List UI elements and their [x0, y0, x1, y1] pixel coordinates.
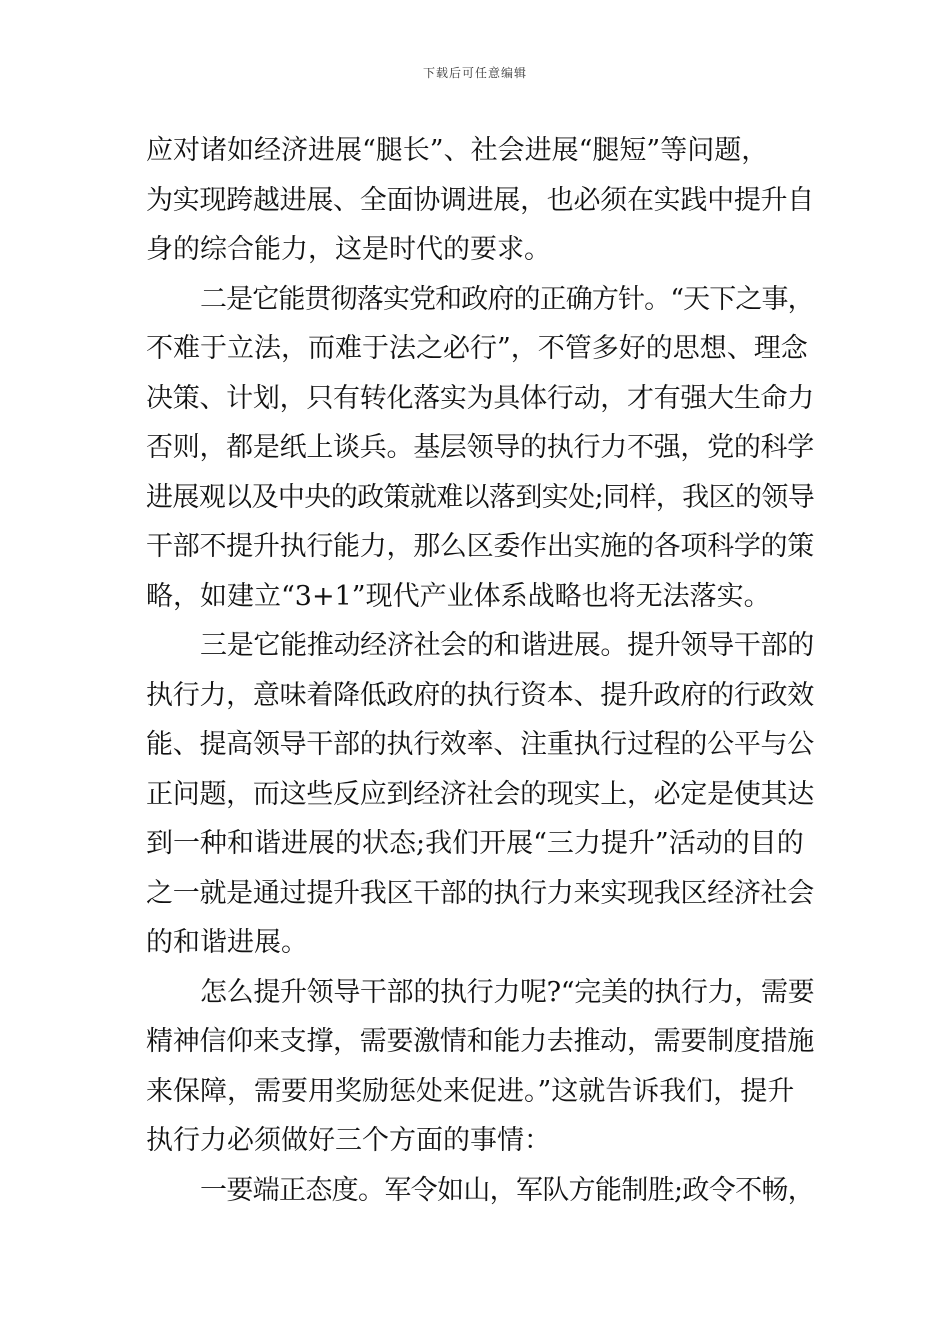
text-line: 干部不提升执行能力，那么区委作出实施的各项科学的策 [146, 531, 814, 562]
document-body [146, 126, 814, 1215]
text-line: 三是它能推动经济社会的和谐进展。提升领导干部的 [200, 630, 814, 661]
text-line: 略，如建立“3+1”现代产业体系战略也将无法落实。 [146, 580, 771, 612]
text-line: 正问题，而这些反应到经济社会的现实上，必定是使其达 [146, 778, 814, 810]
text-line: 否则，都是纸上谈兵。基层领导的执行力不强，党的科学 [146, 432, 814, 463]
text-line: 决策、计划，只有转化落实为具体行动，才有强大生命力 [146, 382, 814, 414]
text-line: 身的综合能力，这是时代的要求。 [146, 234, 551, 265]
text-line: 来保障，需要用奖励惩处来促进。”这就告诉我们，提升 [146, 1075, 795, 1107]
text-line: 应对诸如经济进展“腿长”、社会进展“腿短”等问题， [146, 135, 769, 166]
text-line: 一要端正态度。军令如山，军队方能制胜;政令不畅， [200, 1174, 815, 1206]
text-line: 执行力，意味着降低政府的执行资本、提升政府的行政效 [146, 679, 814, 711]
text-line: 精神信仰来支撑，需要激情和能力去推动，需要制度措施 [146, 1026, 814, 1057]
header-note: 下载后可任意编辑 [422, 66, 527, 80]
text-line: 为实现跨越进展、全面协调进展，也必须在实践中提升自 [146, 184, 814, 216]
text-line: 能、提高领导干部的执行效率、注重执行过程的公平与公 [146, 729, 814, 760]
text-line: 不难于立法，而难于法之必行”，不管多好的思想、理念 [146, 333, 808, 364]
text-line: 怎么提升领导干部的执行力呢?“完美的执行力，需要 [200, 976, 815, 1008]
text-line: 进展观以及中央的政策就难以落到实处;同样，我区的领导 [146, 481, 815, 513]
text-line: 的和谐进展。 [146, 927, 308, 958]
text-line: 二是它能贯彻落实党和政府的正确方针。“天下之事， [200, 283, 814, 315]
text-line: 执行力必须做好三个方面的事情： [146, 1125, 551, 1156]
text-line: 之一就是通过提升我区干部的执行力来实现我区经济社会 [146, 877, 814, 909]
text-line: 到一种和谐进展的状态;我们开展“三力提升”活动的目的 [146, 828, 804, 859]
